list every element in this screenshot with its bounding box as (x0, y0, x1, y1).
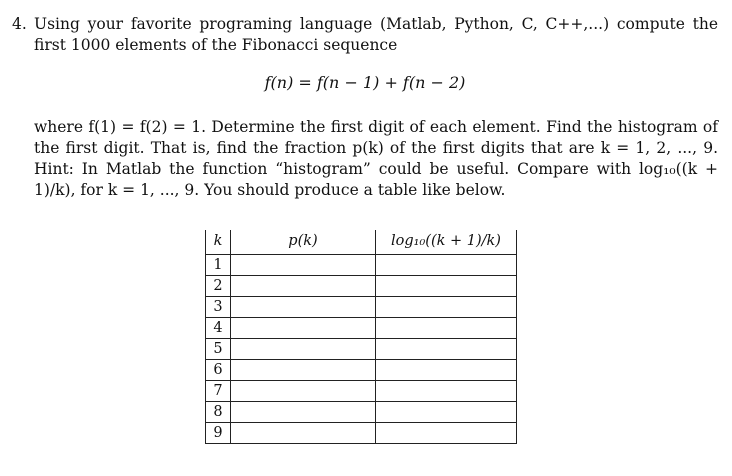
row-k-cell: 7 (206, 381, 231, 402)
table-row (206, 276, 517, 297)
table-row (206, 255, 517, 276)
results-table (205, 230, 517, 444)
row-k-cell: 3 (206, 297, 231, 318)
table-row (206, 402, 517, 423)
row-k-cell: 1 (206, 255, 231, 276)
p-of-k-cell (231, 381, 376, 402)
log10-cell (376, 423, 517, 444)
row-k-cell: 4 (206, 318, 231, 339)
p-of-k-cell (231, 318, 376, 339)
question-number: 4. (12, 15, 27, 33)
row-k-cell: 2 (206, 276, 231, 297)
table-row (206, 297, 517, 318)
table-row (206, 381, 517, 402)
fibonacci-equation: f(n) = f(n − 1) + f(n − 2) (264, 73, 466, 92)
p-of-k-cell (231, 276, 376, 297)
p-of-k-cell (231, 360, 376, 381)
p-of-k-cell (231, 255, 376, 276)
table-row (206, 318, 517, 339)
log10-cell (376, 318, 517, 339)
p-of-k-cell (231, 339, 376, 360)
log10-cell (376, 276, 517, 297)
row-k-cell: 8 (206, 402, 231, 423)
table-row (206, 339, 517, 360)
log10-cell (376, 339, 517, 360)
log10-cell (376, 255, 517, 276)
header-p-of-k: p(k) (231, 230, 376, 255)
log10-cell (376, 381, 517, 402)
header-k: k (206, 230, 231, 255)
table-row (206, 360, 517, 381)
problem-intro: Using your favorite programing language (Matlab, Python, C, C++,...) compute the first 1000 elements of the Fibonacci sequence (34, 15, 718, 54)
problem-body: where f(1) = f(2) = 1. Determine the first digit of each element. Find the histogram of the first digit. That is, find the fraction p(k) of the first digits that are k = 1, 2, ..., 9. Hint: In Matlab the function “histogram” could be useful. Compare with log₁₀((k + 1)/k), for k = 1, ..., 9. You should produce a table like below. (34, 118, 718, 199)
row-k-cell: 9 (206, 423, 231, 444)
log10-cell (376, 297, 517, 318)
log10-cell (376, 402, 517, 423)
log10-cell (376, 360, 517, 381)
problem-4 (12, 14, 718, 201)
p-of-k-cell (231, 297, 376, 318)
table-row (206, 423, 517, 444)
table-header-row (206, 230, 517, 255)
row-k-cell: 5 (206, 339, 231, 360)
row-k-cell: 6 (206, 360, 231, 381)
header-log10: log₁₀((k + 1)/k) (376, 230, 517, 255)
p-of-k-cell (231, 402, 376, 423)
p-of-k-cell (231, 423, 376, 444)
